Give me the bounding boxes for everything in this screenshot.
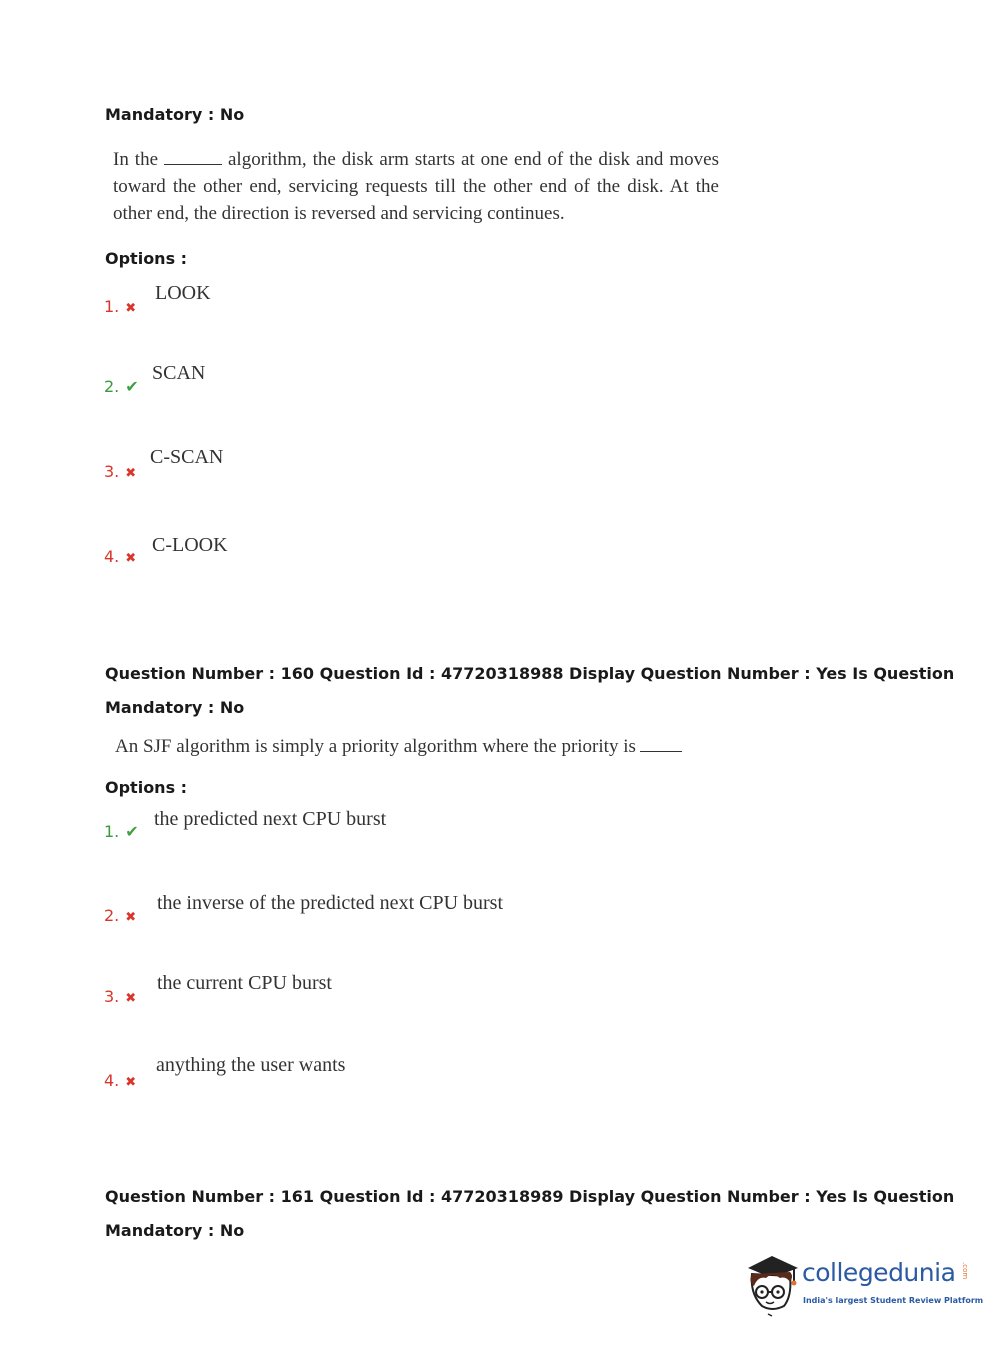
- q160-option-4-text: anything the user wants: [156, 1054, 346, 1076]
- option-number: 1.: [104, 822, 120, 841]
- q160-blank: [640, 736, 682, 752]
- logo-wordmark: collegedunia: [802, 1258, 956, 1287]
- option-number: 3.: [104, 987, 120, 1006]
- q160-option-2-text: the inverse of the predicted next CPU burst: [157, 892, 504, 914]
- q160-question-text: [115, 733, 755, 760]
- q159-text-before: In the: [113, 149, 158, 170]
- collegedunia-logo: [742, 1250, 984, 1320]
- option-number: 2.: [104, 377, 120, 396]
- q160-option-4-number: [104, 1071, 136, 1090]
- q159-option-4-text: C-LOOK: [152, 534, 228, 556]
- correct-check-icon: ✔: [125, 822, 139, 841]
- wrong-mark-icon: ✖: [125, 991, 137, 1006]
- q160-option-2-number: [104, 906, 136, 925]
- correct-check-icon: ✔: [125, 377, 139, 396]
- q160-options-label: Options :: [105, 778, 188, 797]
- wrong-mark-icon: ✖: [125, 466, 137, 481]
- option-number: 3.: [104, 462, 120, 481]
- option-number: 4.: [104, 1071, 120, 1090]
- option-number: 2.: [104, 906, 120, 925]
- q159-option-4-number: [104, 547, 136, 566]
- wrong-mark-icon: ✖: [125, 301, 137, 316]
- q159-option-3-number: [104, 462, 136, 481]
- logo-tagline: India's largest Student Review Platform: [803, 1296, 984, 1305]
- q159-blank: [164, 149, 222, 165]
- q160-option-1-number: [104, 822, 139, 841]
- q159-options-label: Options :: [105, 249, 188, 268]
- q160-mandatory: Mandatory : No: [105, 698, 245, 717]
- q159-mandatory: Mandatory : No: [105, 105, 245, 124]
- option-number: 4.: [104, 547, 120, 566]
- q159-question-text: [113, 146, 719, 227]
- q159-option-3-text: C-SCAN: [150, 446, 224, 468]
- wrong-mark-icon: ✖: [125, 1075, 137, 1090]
- wrong-mark-icon: ✖: [125, 551, 137, 566]
- option-number: 1.: [104, 297, 120, 316]
- q160-option-1-text: the predicted next CPU burst: [154, 808, 387, 830]
- logo-suffix: .com: [961, 1262, 969, 1280]
- q159-option-2-number: [104, 377, 139, 396]
- q160-option-3-text: the current CPU burst: [157, 972, 332, 994]
- q161-header: Question Number : 161 Question Id : 47720318989 Display Question Number : Yes Is Question: [105, 1187, 955, 1206]
- q160-option-3-number: [104, 987, 136, 1006]
- q160-header: Question Number : 160 Question Id : 47720318988 Display Question Number : Yes Is Question: [105, 664, 955, 683]
- student-mascot-icon: [742, 1250, 804, 1320]
- q159-option-1-number: [104, 297, 136, 316]
- q159-option-1-text: LOOK: [155, 282, 211, 304]
- q159-option-2-text: SCAN: [152, 362, 206, 384]
- q161-mandatory: Mandatory : No: [105, 1221, 245, 1240]
- q159-text-after: algorithm, the disk arm starts at one end of the disk and moves toward the other end, servicing requests till the other end of the disk. At the other end, the direction is reversed and servicing continues.: [113, 149, 719, 224]
- wrong-mark-icon: ✖: [125, 910, 137, 925]
- q160-text: An SJF algorithm is simply a priority algorithm where the priority is: [115, 736, 636, 757]
